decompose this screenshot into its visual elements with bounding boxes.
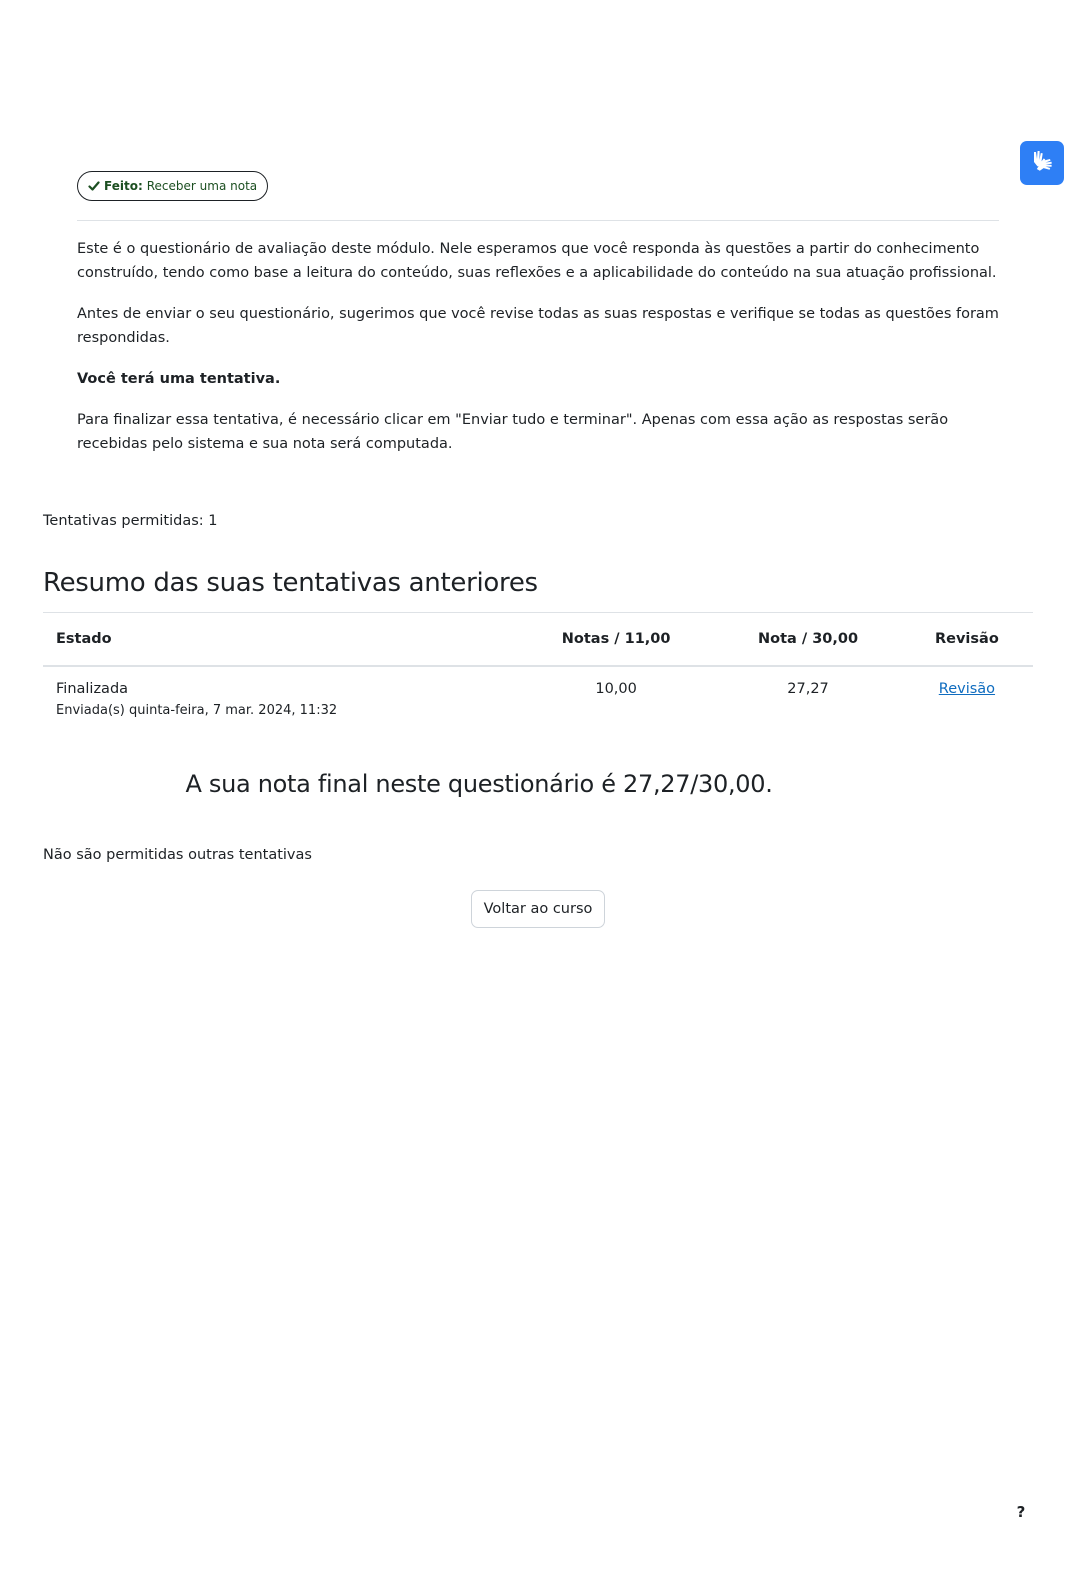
- completion-badge: [77, 171, 268, 201]
- cell-grade: 27,27: [787, 681, 829, 697]
- summary-title: Resumo das suas tentativas anteriores: [43, 568, 538, 598]
- quiz-intro: [77, 237, 999, 473]
- cell-marks: 10,00: [595, 681, 637, 697]
- attempt-submitted-date: Enviada(s) quinta-feira, 7 mar. 2024, 11:32: [56, 703, 338, 718]
- sign-language-hands-icon: [1028, 149, 1056, 177]
- table-row: [43, 666, 1033, 726]
- review-link[interactable]: Revisão: [938, 681, 996, 697]
- cell-state: [43, 666, 517, 726]
- column-header-grade: Nota / 30,00: [715, 613, 901, 667]
- no-more-attempts-text: Não são permitidas outras tentativas: [43, 847, 312, 863]
- help-button[interactable]: ?: [1016, 1503, 1026, 1521]
- accessibility-widget-button[interactable]: [1020, 141, 1064, 185]
- column-header-review: Revisão: [901, 613, 1033, 667]
- divider: [77, 220, 999, 221]
- intro-paragraph: Antes de enviar o seu questionário, sugerimos que você revise todas as suas respostas e verifique se todas as questões foram respondidas.: [77, 306, 999, 346]
- cell-review: [901, 666, 1033, 726]
- table-header-row: [43, 613, 1033, 667]
- completion-status-label: Feito:: [104, 179, 143, 193]
- check-icon: [88, 180, 100, 192]
- intro-attempt-note: Você terá uma tentativa.: [77, 371, 281, 387]
- column-header-state: Estado: [43, 613, 517, 667]
- attempt-state: Finalizada: [56, 681, 129, 697]
- intro-paragraph: Este é o questionário de avaliação deste módulo. Nele esperamos que você responda às questões a partir do conhecimento construído, tendo como base a leitura do conteúdo, suas reflexões e a aplicabilidade do conteúdo na sua atuação profissional.: [77, 241, 997, 281]
- back-to-course-button[interactable]: Voltar ao curso: [471, 890, 605, 928]
- attempts-summary-table: [43, 612, 1033, 726]
- column-header-marks: Notas / 11,00: [517, 613, 715, 667]
- intro-paragraph: Para finalizar essa tentativa, é necessário clicar em "Enviar tudo e terminar". Apenas com essa ação as respostas serão recebidas pelo sistema e sua nota será computada.: [77, 412, 949, 452]
- completion-requirement: Receber uma nota: [146, 179, 258, 193]
- final-grade-text: A sua nota final neste questionário é 27,27/30,00.: [185, 770, 773, 798]
- attempts-allowed-text: Tentativas permitidas: 1: [43, 513, 218, 529]
